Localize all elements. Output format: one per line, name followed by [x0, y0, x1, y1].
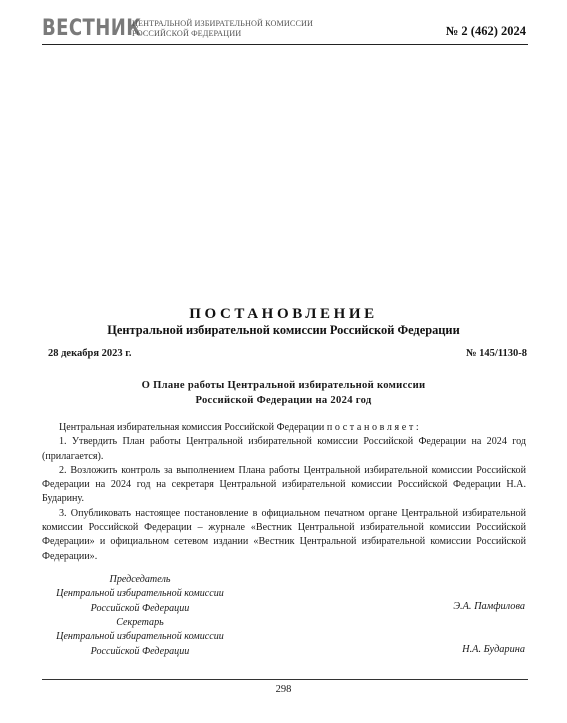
signature-org-line2: Российской Федерации	[90, 602, 190, 614]
document-title: ПОСТАНОВЛЕНИЕ	[189, 306, 378, 322]
signature-role: Председатель	[109, 574, 171, 585]
intro-paragraph	[42, 421, 526, 435]
footer-divider	[42, 679, 528, 680]
page-number: 298	[275, 684, 292, 695]
document-subtitle: Центральной избирательной комиссии Российской Федерации	[107, 323, 460, 337]
journal-subtitle-line1: ЦЕНТРАЛЬНОЙ ИЗБИРАТЕЛЬНОЙ КОМИССИИ	[132, 19, 314, 28]
document-number: № 145/1130-8	[465, 348, 527, 359]
journal-header	[42, 18, 528, 45]
signature-block-secretary	[40, 616, 240, 659]
signature-block-chair	[40, 573, 240, 616]
paragraph-1: 1. Утвердить План работы Центральной избирательной комиссии Российской Федерации на 2024 год (прилагается).	[42, 436, 526, 462]
heading-line1: О Плане работы Центральной избирательной комиссии	[141, 380, 426, 391]
journal-subtitle	[132, 19, 362, 38]
paragraph-3: 3. Опубликовать настоящее постановление в официальном печатном органе Центральной избирательной комиссии Российской Федерации – журнале «Вестник Центральной избирательной комиссии Российской Федерации» и официальном сетевом издании «Вестник Центральной избирательной комиссии Российской Федерации».	[42, 507, 526, 562]
signature-org-line1: Центральной избирательной комиссии	[56, 588, 224, 600]
journal-subtitle-line2: РОССИЙСКОЙ ФЕДЕРАЦИИ	[132, 28, 242, 38]
signature-org-line2: Российской Федерации	[90, 645, 190, 657]
intro-verb: постановляет:	[326, 422, 422, 433]
signature-name-chair: Э.А. Памфилова	[453, 601, 525, 612]
document-heading	[0, 379, 567, 408]
document-date: 28 декабря 2023 г.	[48, 348, 132, 359]
signature-role: Секретарь	[116, 617, 164, 628]
paragraph-2: 2. Возложить контроль за выполнением Плана работы Центральной избирательной комиссии Российской Федерации на 2024 год на секретаря Центральной избирательной комиссии Российской Федерации Н.А. Бударину.	[42, 464, 526, 505]
journal-logo: ВЕСТНИК	[42, 16, 142, 41]
heading-line2: Российской Федерации на 2024 год	[195, 394, 372, 406]
signature-org-line1: Центральной избирательной комиссии	[56, 631, 224, 643]
issue-number: № 2 (462) 2024	[445, 24, 526, 38]
intro-prefix: Центральная избирательная комиссия Российской Федерации	[59, 422, 325, 433]
document-body	[42, 421, 526, 564]
signature-name-secretary: Н.А. Бударина	[462, 644, 525, 655]
